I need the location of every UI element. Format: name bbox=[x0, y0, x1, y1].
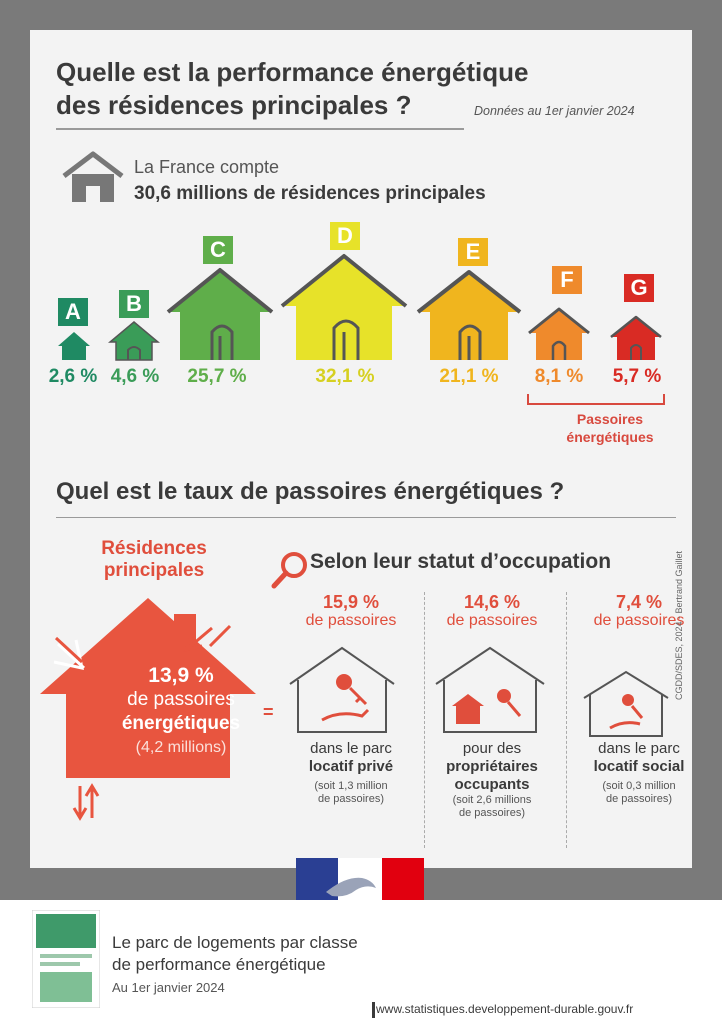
class-percent-f: 8,1 % bbox=[534, 366, 584, 387]
house-class-a-icon bbox=[56, 330, 92, 362]
class-letter-e: E bbox=[458, 238, 488, 266]
residences-title: Résidences principales bbox=[101, 538, 207, 581]
big-house-text bbox=[106, 664, 256, 760]
footer-date: Au 1er janvier 2024 bbox=[112, 980, 225, 995]
credit: CGDD/SDES, 2024 - Bertrand Gaillet bbox=[674, 550, 684, 700]
col1-small: (soit 1,3 million de passoires) bbox=[314, 780, 388, 805]
col2-sub: de passoires bbox=[446, 612, 538, 629]
equals-sign: = bbox=[263, 702, 274, 722]
class-percent-b: 4,6 % bbox=[110, 366, 160, 387]
col3-sub: de passoires bbox=[593, 612, 685, 629]
col1-text: dans le parc locatif privé bbox=[308, 740, 394, 775]
class-percent-a: 2,6 % bbox=[48, 366, 98, 387]
passoires-label: Passoires énergétiques bbox=[566, 411, 654, 445]
class-letter-f: F bbox=[552, 266, 582, 294]
section2-divider bbox=[56, 517, 676, 518]
infographic-card bbox=[30, 30, 692, 868]
col2-small: (soit 2,6 millions de passoires) bbox=[452, 794, 532, 819]
house-class-e-icon bbox=[414, 268, 524, 362]
footer bbox=[0, 900, 722, 1024]
title-divider bbox=[56, 128, 464, 130]
publication-cover-thumbnail[interactable] bbox=[32, 910, 100, 1008]
class-letter-a: A bbox=[58, 298, 88, 326]
house-keys-icon bbox=[428, 640, 552, 740]
col3-percent: 7,4 % bbox=[615, 592, 663, 612]
big-line2: de passoires bbox=[127, 689, 235, 710]
france-line2: 30,6 millions de résidences principales bbox=[134, 183, 486, 204]
section2-title: Quel est le taux de passoires énergétiques ? bbox=[56, 478, 565, 505]
house-class-c-icon bbox=[164, 266, 276, 362]
footer-url[interactable]: www.statistiques.developpement-durable.gouv.fr bbox=[376, 1002, 634, 1016]
col1-percent: 15,9 % bbox=[322, 592, 380, 612]
house-key-hand-icon bbox=[282, 640, 402, 740]
class-letter-b: B bbox=[119, 290, 149, 318]
magnifier-icon bbox=[270, 550, 310, 590]
class-letter-c: C bbox=[203, 236, 233, 264]
house-class-f-icon bbox=[526, 306, 592, 362]
passoires-bracket bbox=[526, 392, 666, 408]
class-percent-c: 25,7 % bbox=[187, 366, 247, 387]
col1-sub: de passoires bbox=[305, 612, 397, 629]
class-percent-e: 21,1 % bbox=[439, 366, 499, 387]
footer-title: Le parc de logements par classe de performance énergétique bbox=[112, 933, 358, 974]
france-line1: La France compte bbox=[134, 157, 280, 177]
data-date: Données au 1er janvier 2024 bbox=[474, 104, 635, 118]
house-key-small-icon bbox=[578, 666, 674, 742]
url-bar-marker bbox=[372, 1002, 375, 1018]
house-class-b-icon bbox=[108, 320, 160, 362]
col3-small: (soit 0,3 million de passoires) bbox=[602, 780, 676, 805]
big-percent: 13,9 % bbox=[148, 664, 214, 687]
col3-text: dans le parc locatif social bbox=[593, 740, 685, 775]
house-class-g-icon bbox=[608, 314, 664, 362]
class-letter-d: D bbox=[330, 222, 360, 250]
big-line3: énergétiques bbox=[121, 713, 241, 734]
column-separator bbox=[566, 592, 568, 848]
republique-francaise-logo bbox=[296, 858, 424, 906]
class-percent-g: 5,7 % bbox=[612, 366, 662, 387]
house-icon bbox=[60, 150, 126, 206]
selon-title: Selon leur statut d’occupation bbox=[310, 550, 612, 573]
col2-text: pour des propriétaires occupants bbox=[446, 740, 538, 793]
col2-percent: 14,6 % bbox=[463, 592, 521, 612]
class-letter-g: G bbox=[624, 274, 654, 302]
class-percent-d: 32,1 % bbox=[315, 366, 375, 387]
house-class-d-icon bbox=[278, 252, 410, 362]
big-line4: (4,2 millions) bbox=[135, 739, 227, 756]
page-title: Quelle est la performance énergétique des résidences principales ? bbox=[56, 57, 529, 120]
